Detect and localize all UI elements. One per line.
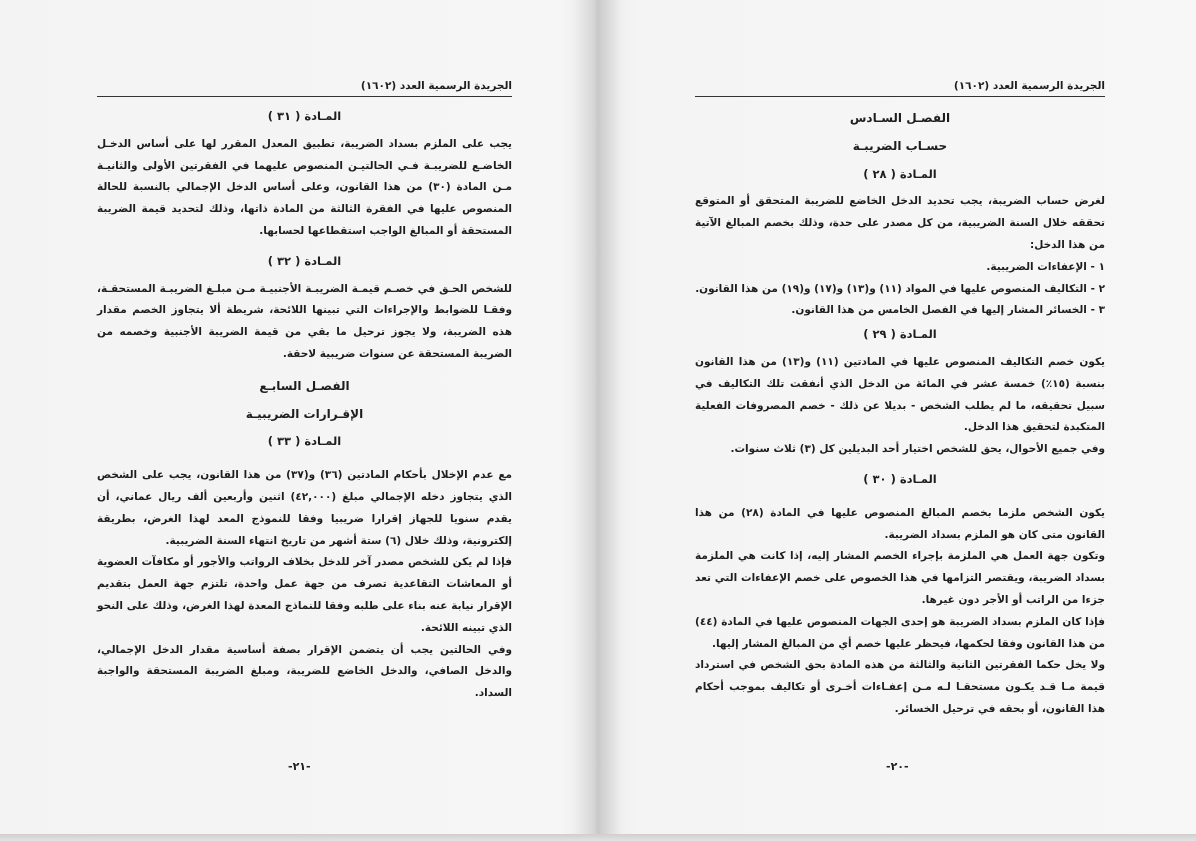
- paragraph: يكون الشخص ملزما بخصم المبالغ المنصوص عليها في المادة (٢٨) من هذا القانون متى كان هو الملزم بسداد الضريبة.: [695, 506, 1105, 541]
- article-heading: المـادة ( ٣٠ ): [863, 471, 937, 486]
- paragraph: لغرض حساب الضريبة، يجب تحديد الدخل الخاضع للضريبة المتحقق أو المتوقع تحققه خلال السنة الضريبية، من كل مصدر على حدة، وذلك بخصم المبالغ الآتية من هذا الدخل:: [695, 195, 1105, 251]
- page-header: الجريدة الرسمية العدد (١٦٠٢): [695, 80, 1105, 97]
- page-header: الجريدة الرسمية العدد (١٦٠٢): [97, 80, 512, 97]
- paragraph: للشخص الحـق في خصـم قيمـة الضريبـة الأجنبيـة مـن مبلـغ الضريبـة المستحقـة، وفقـا للضوابط والإجراءات التي تبينها اللائحة، شريطة ألا يتجاوز الخصم مقدار هذه الضريبة، ولا يجوز ترحيل ما بقي من قيمة الضريبة الأجنبية وخصمه من الضريبة المستحقة عن سنوات ضريبية لاحقة.: [97, 282, 512, 360]
- article-heading: المـادة ( ٣٣ ): [267, 434, 342, 449]
- paragraph: فإذا كان الملزم بسداد الضريبة هو إحدى الجهات المنصوص عليها في المادة (٤٤) من هذا القانون وفقا لحكمها، فيحظر عليها خصم أي من المبالغ المشار إليها.: [695, 615, 1105, 650]
- paragraph: يجب على الملزم بسداد الضريبة، تطبيق المعدل المقرر لها على أساس الدخـل الخاضـع للضريبـة فـي الحالتيـن المنصوص عليهما في الفقرتين الأولى والثانيـة مـن المادة (٣٠) من هذا القانون، وعلى أساس الدخل الإجمالي بالنسبة للحالة المنصوص عليها في الفقرة الثالثة من المادة ذاتها، وذلك لتحديد قيمة الضريبة المستحقة أو المبالغ الواجب استقطاعها لحسابها.: [97, 137, 512, 237]
- list-item: ٢ - التكاليف المنصوص عليها في المواد (١١) و(١٣) و(١٧) و(١٩) من هذا القانون.: [695, 282, 1105, 295]
- page-number: -٢٠-: [886, 760, 909, 773]
- paragraph: وتكون جهة العمل هي الملزمة بإجراء الخصم المشار إليه، إذا كانت هي الملزمة بسداد الضريبة، ويقتصر التزامها في هذا الخصوص على خصم الإعفاءات التي تعد جزءا من الراتب أو الأجر دون غيرها.: [695, 550, 1105, 606]
- chapter-heading: الفصـل السابـع: [259, 378, 350, 393]
- paragraph: يكون خصم التكاليف المنصوص عليها في المادتين (١١) و(١٣) من هذا القانون بنسبة (١٥٪) خمسة عشر في المائة من الدخل الذي أنفقت تلك التكاليف في سبيل تحقيقه، ما لم يطلب الشخص - بديلا عن ذلك - خصم المصروفات الفعلية المتكبدة لتحقيق هذا الدخل.: [695, 355, 1105, 434]
- article-heading: المـادة ( ٣١ ): [267, 109, 342, 123]
- paragraph: مع عدم الإخلال بأحكام المادتين (٣٦) و(٣٧) من هذا القانون، يجب على الشخص الذي يتجاوز دخله الإجمالي مبلغ (٤٢,٠٠٠) اثنين وأربعين ألف ريال عماني، أن يقدم سنويا للجهاز إقرارا ضريبيا وفقا للنموذج المعد لهذا الغرض، بطريقة إلكترونية، وذلك خلال (٦) ستة أشهر من تاريخ انتهاء السنة الضريبية.: [97, 469, 512, 547]
- page-number: -٢١-: [288, 760, 311, 773]
- list-item: ٣ - الخسائر المشار إليها في الفصل الخامس من هذا القانون.: [791, 304, 1105, 317]
- page-right: [598, 0, 1196, 836]
- article-heading: المـادة ( ٢٨ ): [863, 166, 937, 181]
- page-body: [695, 104, 1105, 721]
- page-left: [0, 0, 598, 836]
- paragraph: فإذا لم يكن للشخص مصدر آخر للدخل بخلاف الرواتب والأجور أو مكافآت العضوية أو المعاشات التقاعدية تصرف من جهة عمل واحدة، تلتزم جهة العمل بتقديم الإقرار نيابة عنه بناء على طلبه وفقا للنماذج المعدة لهذا الغرض، وذلك على النحو الذي تبينه اللائحة.: [97, 556, 512, 634]
- article-heading: المـادة ( ٢٩ ): [863, 327, 937, 342]
- chapter-heading: الفصـل السـادس: [849, 111, 951, 125]
- article-heading: المـادة ( ٣٢ ): [267, 253, 342, 268]
- paragraph: وفي جميع الأحوال، يحق للشخص اختيار أحد البديلين كل (٣) ثلاث سنوات.: [730, 443, 1105, 456]
- page-body: [97, 104, 512, 705]
- page-edge: [0, 834, 1196, 841]
- list-item: ١ - الإعفاءات الضريبية.: [986, 260, 1105, 273]
- paragraph: وفي الحالتين يجب أن يتضمن الإقرار بصفة أساسية مقدار الدخل الإجمالي، والدخل الصافي، والدخل الخاضع للضريبة، ومبلغ الضريبة المستحقة والواجبة السداد.: [97, 643, 512, 700]
- chapter-title: الإقـرارات الضريبيـة: [245, 406, 364, 421]
- paragraph: ولا يخل حكما الفقرتين الثانية والثالثة من هذه المادة بحق الشخص في استرداد قيمة مـا قـد يكـون مستحقـا لـه مـن إعفـاءات أخـرى أو تكاليف بموجب أحكام هذا القانون، أو بحقه في ترحيل الخسائر.: [695, 659, 1105, 715]
- chapter-title: حسـاب الضريبـة: [852, 138, 948, 153]
